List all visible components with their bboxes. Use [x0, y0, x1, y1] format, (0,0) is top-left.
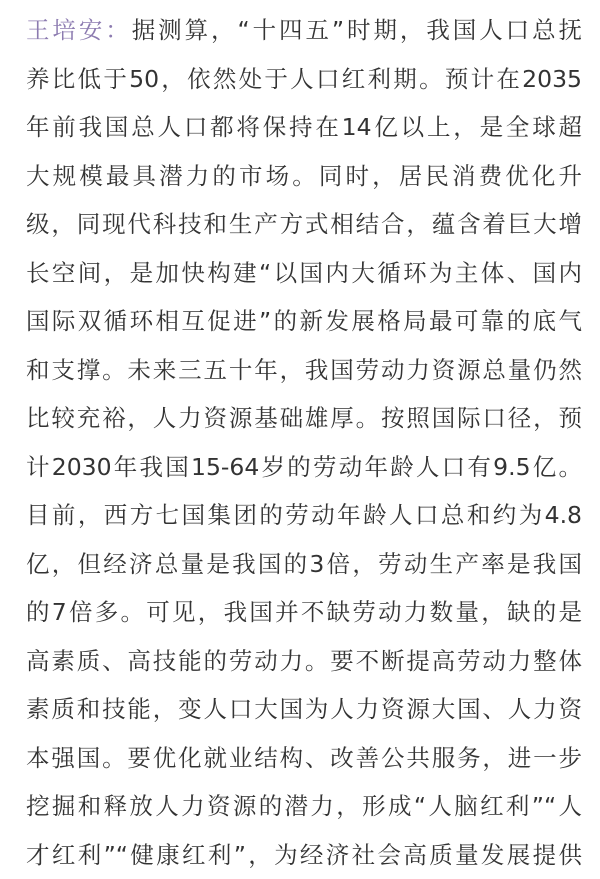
paragraph-line-18: 才红利”“健康红利”，为经济社会高质量发展提供	[26, 831, 582, 879]
paragraph-line-14: 高素质、高技能的劳动力。要不断提高劳动力整体	[26, 637, 582, 686]
paragraph-line-17: 挖掘和释放人力资源的潜力，形成“人脑红利”“人	[26, 782, 582, 831]
speaker-name: 王培安：	[26, 16, 132, 44]
paragraph-line-13: 的7倍多。可见，我国并不缺劳动力数量，缺的是	[26, 588, 582, 637]
paragraph-line-7: 国际双循环相互促进”的新发展格局最可靠的底气	[26, 297, 582, 346]
paragraph-line-8: 和支撑。未来三五十年，我国劳动力资源总量仍然	[26, 346, 582, 395]
paragraph-line-16: 本强国。要优化就业结构、改善公共服务，进一步	[26, 734, 582, 783]
paragraph-line-12: 亿，但经济总量是我国的3倍，劳动生产率是我国	[26, 540, 582, 589]
paragraph-line-11: 目前，西方七国集团的劳动年龄人口总和约为4.8	[26, 491, 582, 540]
paragraph-line-1	[26, 6, 582, 55]
paragraph-line-15: 素质和技能，变人口大国为人力资源大国、人力资	[26, 685, 582, 734]
paragraph-line-4: 大规模最具潜力的市场。同时，居民消费优化升	[26, 152, 582, 201]
paragraph-line-2: 养比低于50，依然处于人口红利期。预计在2035	[26, 55, 582, 104]
paragraph-line-6: 长空间，是加快构建“以国内大循环为主体、国内	[26, 249, 582, 298]
article-body	[26, 6, 582, 879]
paragraph-line-5: 级，同现代科技和生产方式相结合，蕴含着巨大增	[26, 200, 582, 249]
line-text: 据测算，“十四五”时期，我国人口总抚	[132, 16, 582, 44]
paragraph-line-3: 年前我国总人口都将保持在14亿以上，是全球超	[26, 103, 582, 152]
paragraph-line-9: 比较充裕，人力资源基础雄厚。按照国际口径，预	[26, 394, 582, 443]
paragraph-line-10: 计2030年我国15-64岁的劳动年龄人口有9.5亿。	[26, 443, 582, 492]
